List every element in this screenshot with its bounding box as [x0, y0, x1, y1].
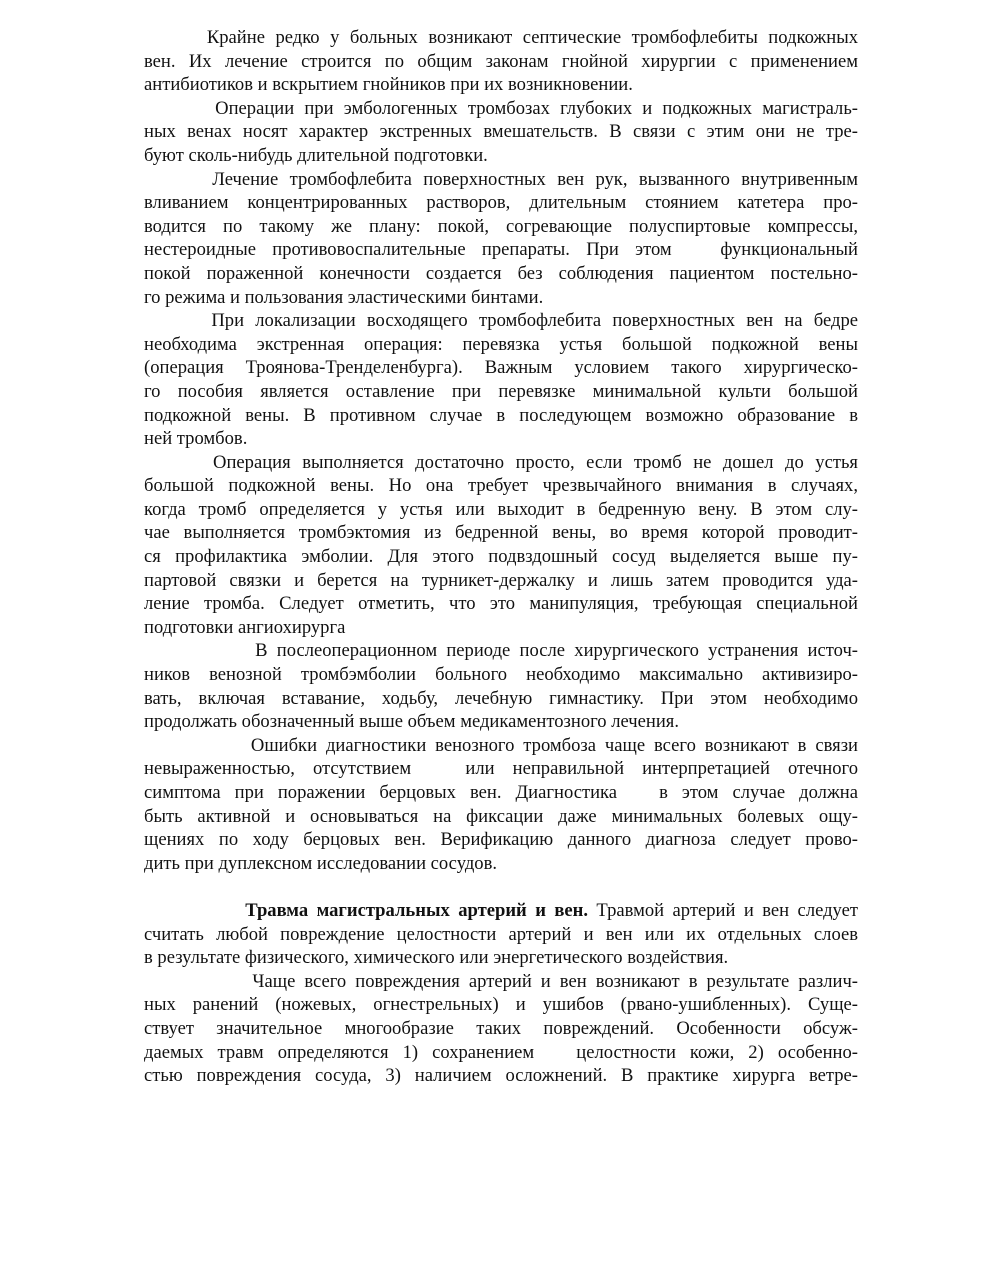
text-line: стью повреждения сосуда, 3) наличием осложнений. В практике хирурга ветре- [144, 1065, 858, 1087]
document-page [144, 26, 858, 1088]
text-line: покой пораженной конечности создается без соблюдения пациентом постельно- [144, 262, 858, 284]
section-vascular-trauma [144, 899, 858, 970]
text-line: В послеоперационном периоде после хирургического устранения источ- [144, 640, 858, 662]
text-line: щениях по ходу берцовых вен. Верификацию данного диагноза следует прово- [144, 829, 858, 851]
text-line: чае выполняется тромбэктомия из бедренной вены, во время которой проводит- [144, 522, 858, 544]
text-line: Крайне редко у больных возникают септические тромбофлебиты подкожных [144, 27, 858, 48]
text-line: партовой связки и берется на турникет-держалку и лишь затем проводится уда- [144, 569, 858, 591]
text-line: Операция выполняется достаточно просто, если тромб не дошел до устья [144, 451, 858, 473]
paragraph-operation-procedure [144, 451, 858, 640]
text-line: Лечение тромбофлебита поверхностных вен рук, вызванного внутривенным [144, 168, 858, 190]
text-line: го пособия является оставление при перевязке минимальной культи большой [144, 380, 858, 402]
text-line: ников венозной тромбэмболии больного необходимо максимально активизиро- [144, 664, 858, 686]
text-line: При локализации восходящего тромбофлебита поверхностных вен на бедре [144, 310, 858, 332]
section-spacer [144, 875, 858, 899]
text-line: вливанием концентрированных растворов, длительным стоянием катетера про- [144, 192, 858, 214]
text-line: большой подкожной вены. Но она требует чрезвычайного внимания в случаях, [144, 475, 858, 497]
text-line: ствует значительное многообразие таких повреждений. Особенности обсуж- [144, 1017, 858, 1039]
text-line: Операции при эмбологенных тромбозах глубоких и подкожных магистраль- [144, 97, 858, 119]
section-first-line [144, 899, 858, 923]
section-heading: Травма магистральных артерий и вен. [245, 899, 588, 921]
text-line: считать любой повреждение целостности артерий и вен или их отдельных слоев [144, 923, 858, 945]
text-line: водится по такому же плану: покой, согревающие полуспиртовые компрессы, [144, 215, 858, 237]
paragraph-ascending-thrombophlebitis [144, 309, 858, 451]
paragraph-diagnostic-errors [144, 734, 858, 876]
text-line: продолжать обозначенный выше объем медикаментозного лечения. [144, 711, 680, 733]
text-line: го режима и пользования эластическими бинтами. [144, 286, 544, 308]
text-line: ление тромба. Следует отметить, что это манипуляция, требующая специальной [144, 593, 858, 615]
text-line: когда тромб определяется у устья или выходит в бедренную вену. В этом слу- [144, 498, 858, 520]
paragraph-vascular-injuries [144, 970, 858, 1088]
text-line: быть активной и основываться на фиксации даже минимальных болевых ощу- [144, 805, 858, 827]
text-line: Чаще всего повреждения артерий и вен возникают в результате различ- [144, 970, 858, 992]
text-line: невыраженностью, отсутствием или неправильной интерпретацией отечного [144, 758, 858, 780]
text-line: ных ранений (ножевых, огнестрельных) и ушибов (рвано-ушибленных). Суще- [144, 994, 858, 1016]
text-line: даемых травм определяются 1) сохранением целостности кожи, 2) особенно- [144, 1041, 858, 1063]
paragraph-embologenic-operations [144, 97, 858, 168]
text-line: подкожной вены. В противном случае в последующем возможно образование в [144, 404, 858, 426]
paragraph-postoperative-period [144, 639, 858, 733]
text-line: вать, включая вставание, ходьбу, лечебную гимнастику. При этом необходимо [144, 687, 858, 709]
paragraph-septic-thrombophlebitis [144, 26, 858, 97]
text-line: антибиотиков и вскрытием гнойников при их возникновении. [144, 74, 633, 96]
text-line: (операция Троянова-Тренделенбурга). Важным условием такого хирургическо- [144, 357, 858, 379]
text-line: подготовки ангиохирурга [144, 616, 346, 638]
text-line: буют сколь-нибудь длительной подготовки. [144, 144, 488, 166]
text-line: Ошибки диагностики венозного тромбоза чаще всего возникают в связи [144, 734, 858, 756]
paragraph-arm-veins-treatment [144, 168, 858, 310]
text-line: ных венах носят характер экстренных вмешательств. В связи с этим они не тре- [144, 121, 858, 143]
section-first-line-text: Травмой артерий и вен следует [588, 899, 858, 921]
text-line: необходима экстренная операция: перевязка устья большой подкожной вены [144, 333, 858, 355]
text-line: дить при дуплексном исследовании сосудов. [144, 852, 497, 874]
text-line: симптома при поражении берцовых вен. Диагностика в этом случае должна [144, 782, 858, 803]
text-line: ней тромбов. [144, 428, 248, 450]
text-line: вен. Их лечение строится по общим законам гнойной хирургии с применением [144, 50, 858, 72]
text-line: нестероидные противовоспалительные препараты. При этом функциональный [144, 239, 858, 261]
text-line: в результате физического, химического или энергетического воздействия. [144, 947, 729, 969]
text-line: ся профилактика эмболии. Для этого подвздошный сосуд выделяется выше пу- [144, 546, 858, 568]
